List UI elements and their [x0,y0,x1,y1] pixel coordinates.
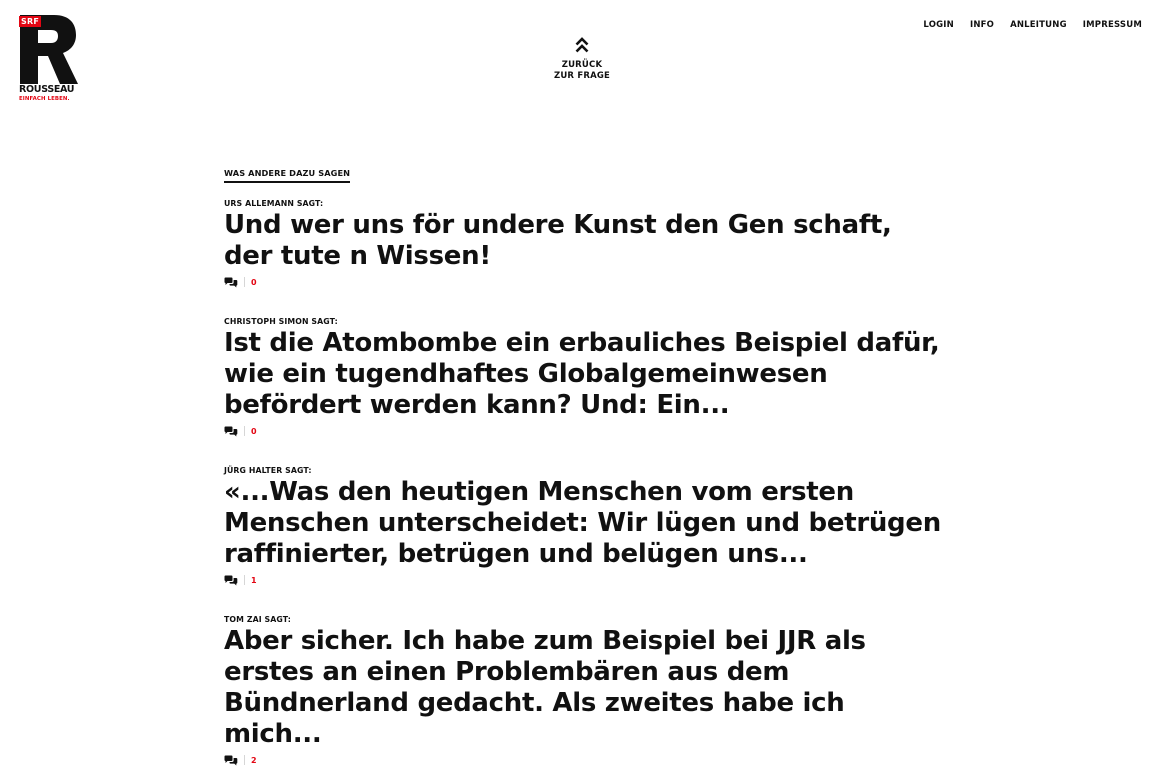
section-title: WAS ANDERE DAZU SAGEN [224,168,350,183]
entry-meta [224,425,944,437]
entry-author: JÜRG HALTER SAGT: [224,466,312,475]
entry-meta [224,574,944,586]
list-item [224,466,944,586]
main-content [224,161,944,768]
meta-separator [244,575,245,585]
comment-count[interactable]: 2 [251,755,257,765]
back-label [540,60,624,82]
entry-author: CHRISTOPH SIMON SAGT: [224,317,338,326]
logo-wordmark: ROUSSEAU [19,84,75,95]
logo-tagline: EINFACH LEBEN. [19,96,70,102]
comment-count[interactable]: 0 [251,277,257,287]
speech-bubbles-icon [224,755,238,766]
srf-badge: SRF [21,17,39,26]
speech-bubbles-icon [224,575,238,586]
back-label-line2: ZUR FRAGE [553,71,611,81]
entry-quote-link[interactable]: Ist die Atombombe ein erbauliches Beispiel dafür, wie ein tugendhaftes Globalgemeinwesen befördert werden kann? Und: Ein... [224,328,940,420]
entry-author: TOM ZAI SAGT: [224,615,291,624]
nav-anleitung[interactable]: ANLEITUNG [1010,20,1067,30]
nav-info[interactable]: INFO [969,20,995,30]
speech-bubbles-icon [224,277,238,288]
back-label-line1: ZURÜCK [561,60,603,70]
double-chevron-up-icon [575,36,589,54]
meta-separator [244,426,245,436]
meta-separator [244,755,245,765]
entry-meta [224,754,944,766]
back-to-question-link[interactable] [540,36,624,82]
entries-list [224,199,944,766]
entry-quote-link[interactable]: Aber sicher. Ich habe zum Beispiel bei JJR als erstes an einen Problembären aus dem Bündnerland gedacht. Als zweites habe ich mich... [224,626,866,749]
comment-count[interactable]: 0 [251,426,257,436]
entry-quote-link[interactable]: «...Was den heutigen Menschen vom ersten Menschen unterscheidet: Wir lügen und betrügen raffinierter, betrügen und belügen uns... [224,477,941,569]
entry-meta [224,276,944,288]
comment-count[interactable]: 1 [251,575,257,585]
nav-impressum[interactable]: IMPRESSUM [1082,20,1142,30]
list-item [224,615,944,766]
rousseau-logo[interactable] [18,15,82,105]
nav-login[interactable]: LOGIN [923,20,954,30]
meta-separator [244,277,245,287]
entry-quote-link[interactable]: Und wer uns för undere Kunst den Gen schaft, der tute n Wissen! [224,210,892,271]
list-item [224,317,944,437]
entry-author: URS ALLEMANN SAGT: [224,199,324,208]
list-item [224,199,944,288]
top-nav [923,20,1142,30]
speech-bubbles-icon [224,426,238,437]
